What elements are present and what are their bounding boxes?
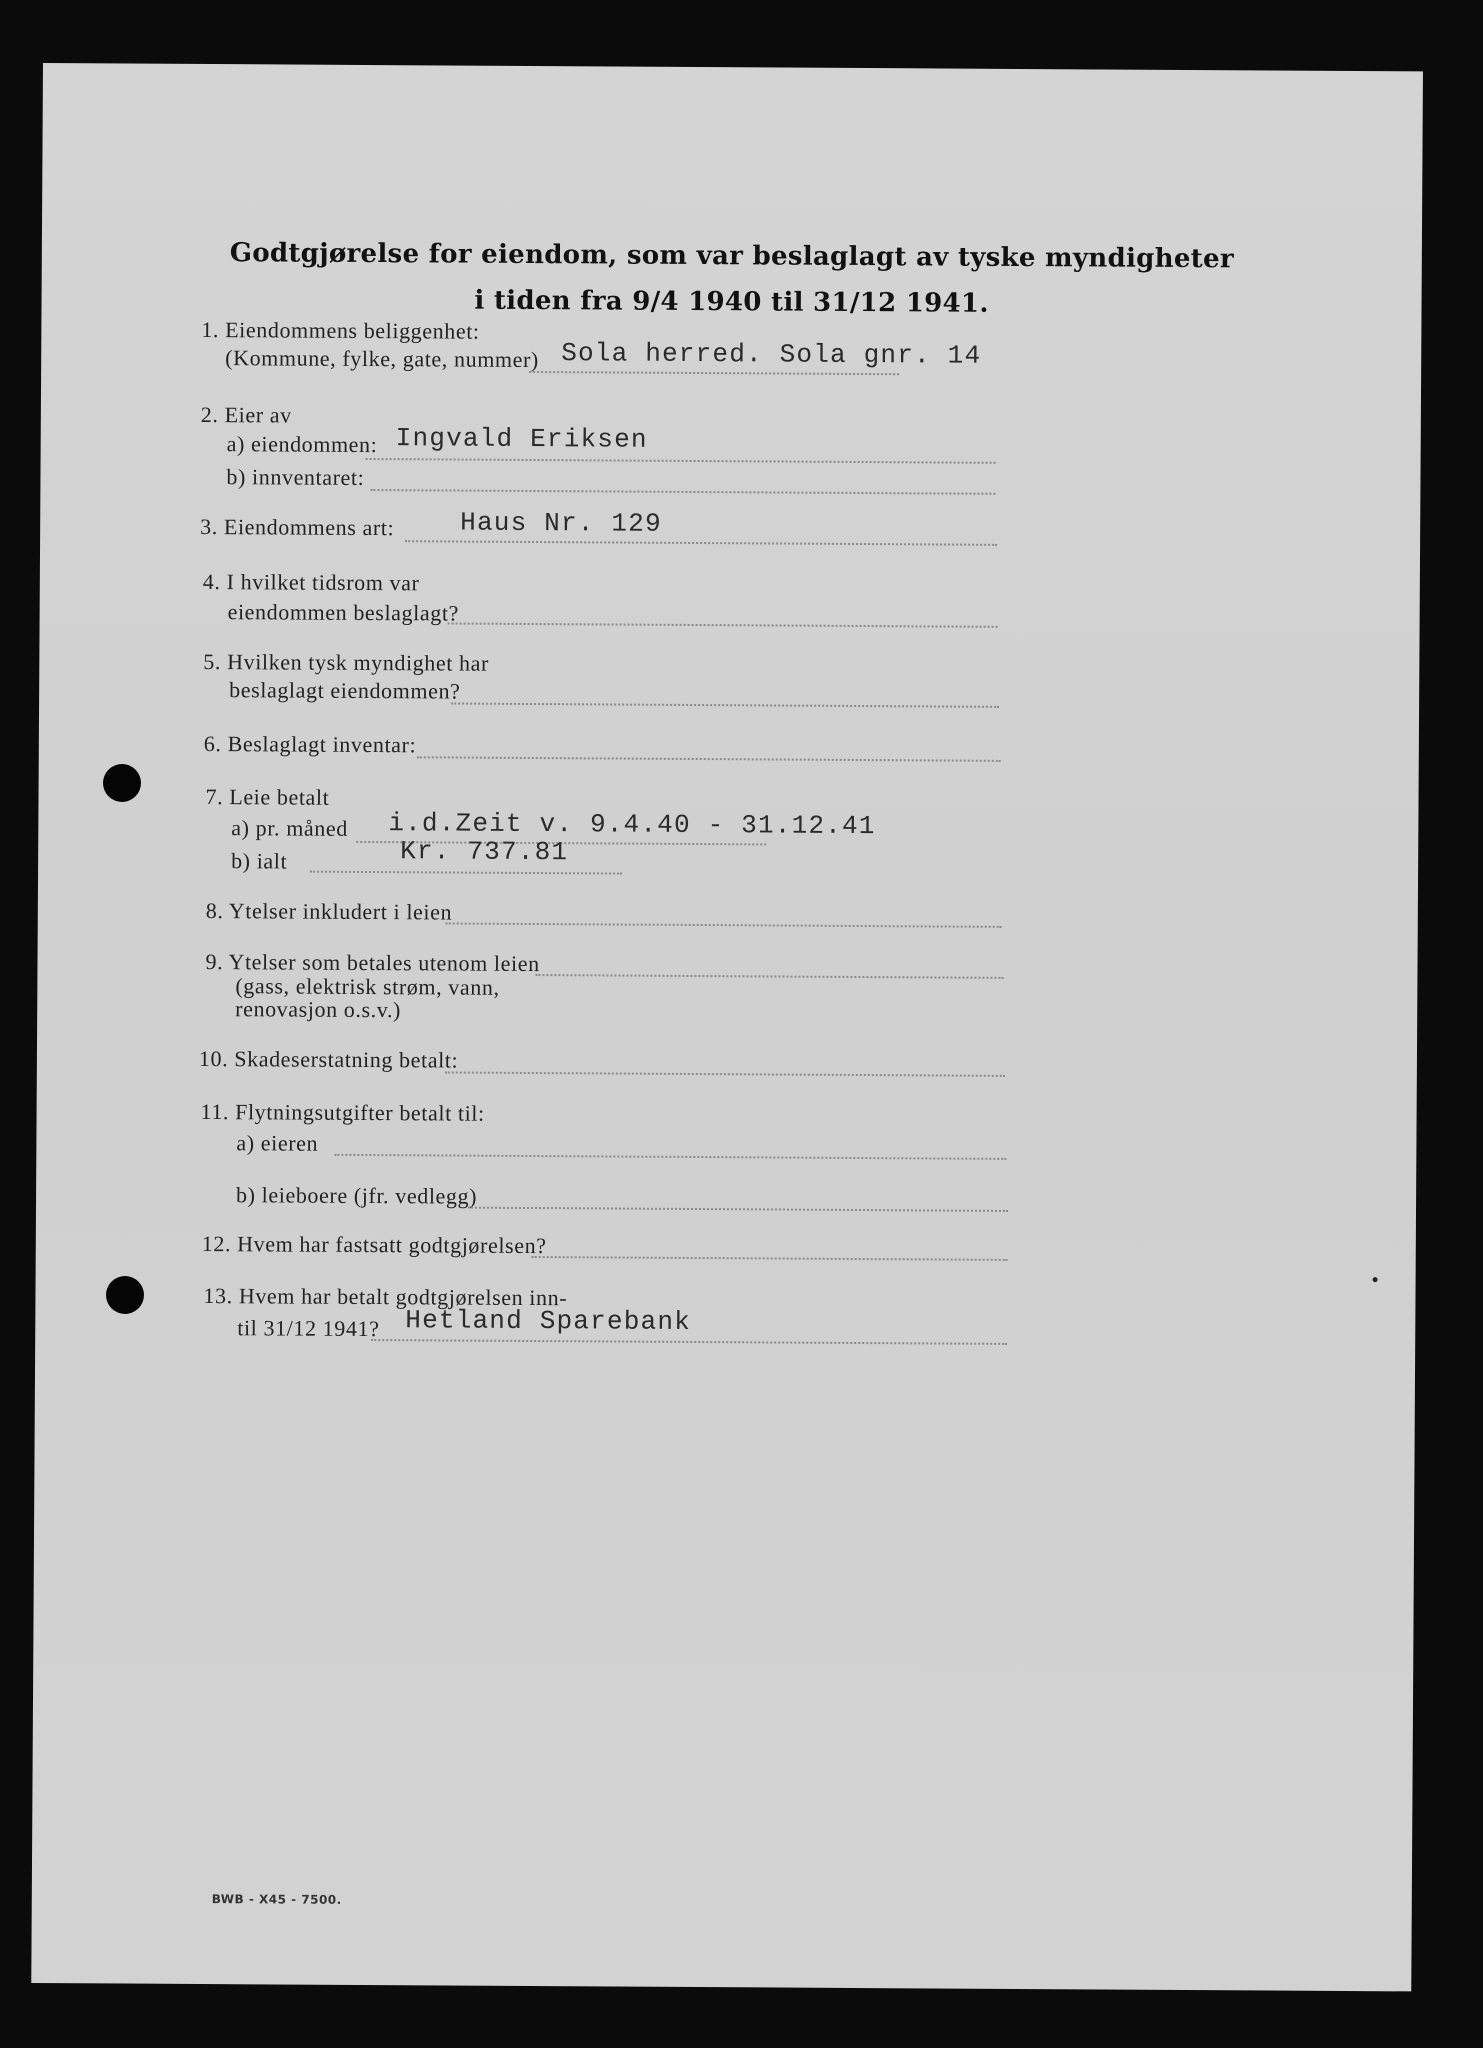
q2a-answer: Ingvald Eriksen [395,423,648,455]
q2b-label: b) innventaret: [226,464,365,490]
q13-answer: Hetland Sparebank [405,1305,692,1337]
q10-label: 10. Skadeserstatning betalt: [198,1045,459,1073]
q2a-answer-line [366,458,996,464]
q1-label: 1. Eiendommens beliggenhet: [201,316,480,344]
q1-sublabel: (Kommune, fylke, gate, nummer) [225,345,539,373]
form-title-line-2: i tiden fra 9/4 1940 til 31/12 1941. [474,285,989,319]
q12-answer-line [532,1256,1008,1261]
q4-label: 4. I hvilket tidsrom var [202,568,420,596]
q1-answer-line [529,371,899,375]
q7a-answer: i.d.Zeit v. 9.4.40 - 31.12.41 [388,808,876,842]
q11b-answer-line [468,1207,1008,1212]
q11a-label: a) eieren [236,1130,319,1156]
q2-label: 2. Eier av [200,401,292,428]
q2a-label: a) eiendommen: [226,431,378,458]
q5-answer-line [451,703,999,708]
q3-label: 3. Eiendommens art: [200,513,395,541]
q2b-answer-line [370,489,995,495]
q10-answer-line [445,1071,1005,1076]
punch-hole-lower [106,1276,144,1314]
q4-answer-line [448,622,998,627]
q9-answer-line [535,974,1003,979]
q7b-label: b) ialt [231,848,288,874]
form-sheet [31,63,1423,1991]
q7-label: 7. Leie betalt [205,784,330,810]
q3-answer-line [405,540,997,546]
q11a-answer-line [334,1154,1006,1160]
paper-speck [1373,1277,1378,1282]
punch-hole-upper [103,764,141,802]
q4-sublabel: eiendommen beslaglagt? [227,599,460,626]
q13-label: 13. Hvem har betalt godtgjørelsen inn- [203,1283,568,1311]
q3-answer: Haus Nr. 129 [460,507,662,539]
q5-sublabel: beslaglagt eiendommen? [229,677,461,704]
q8-answer-line [446,922,1002,927]
q13-sublabel: til 31/12 1941? [237,1315,380,1342]
q5-label: 5. Hvilken tysk myndighet har [203,648,490,676]
form-title-line-1: Godtgjørelse for eiendom, som var beslaglagt av tyske myndigheter [229,238,1234,275]
q1-answer: Sola herred. Sola gnr. 14 [561,338,982,371]
q8-label: 8. Ytelser inkludert i leien [205,898,453,925]
q6-label: 6. Beslaglagt inventar: [203,730,417,758]
q11b-label: b) leieboere (jfr. vedlegg) [236,1182,478,1209]
q7b-answer-line [310,871,622,875]
q11-label: 11. Flytningsutgifter betalt til: [200,1098,485,1126]
q7b-answer: Kr. 737.81 [400,836,569,868]
q12-label: 12. Hvem har fastsatt godtgjørelsen? [201,1230,547,1259]
print-code: BWB - X45 - 7500. [211,1892,342,1907]
q9-sublabel-2: renovasjon o.s.v.) [235,996,402,1023]
q7a-label: a) pr. måned [231,815,348,841]
q13-answer-line [371,1339,1007,1345]
q9-sublabel-1: (gass, elektrisk strøm, vann, [235,973,500,1000]
q9-label: 9. Ytelser som betales utenom leien [205,949,540,977]
q6-answer-line [417,756,1001,762]
